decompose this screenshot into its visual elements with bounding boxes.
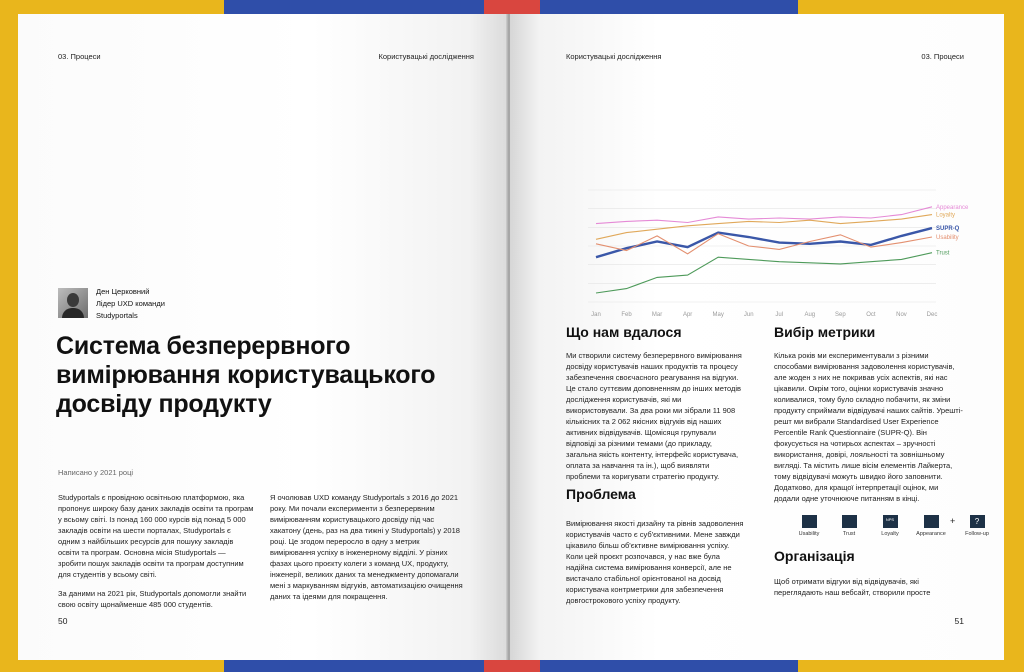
x-tick-label: Sep [835,312,846,318]
author-company: Studyportals [96,311,138,320]
body-column-2 [270,492,466,610]
section-label: 03. Процеси [921,52,964,61]
page-number: 51 [954,616,964,626]
cover-band-red-bottom [484,660,540,672]
heading-organization: Організація [774,548,855,564]
chart-series [596,207,932,293]
metric-label: Appearance [916,531,946,537]
legend-label-loyalty: Loyalty [936,212,956,219]
metric-follow-up [948,515,990,537]
metric-trust [828,515,870,537]
x-tick-label: Jun [743,312,754,318]
legend-label-trust: Trust [936,250,950,257]
written-date: Написано у 2021 році [58,468,134,477]
metric-nps-text: NPS [885,517,895,522]
metric-label: Usability [798,531,820,537]
legend-label-supr-q: SUPR-Q [936,226,960,233]
running-title: Користувацькі дослідження [566,52,662,61]
open-book [18,14,1004,660]
x-tick-label: Nov [896,312,907,318]
text-what-we-achieved: Ми створили систему безперервного вимірювання досвіду користувачів наших продуктів та процесу забезпечення своєчасного реагування на відгуки. Це стало суттєвим доповненням до інших методів дослідження користувачів, які ми використовували. За два роки ми зібрали 11 908 кількісних та 2 062 якісних відгуків від наших активних відвідувачів. Щомісяця групували відповіді за різними темами (до прикладу, загальна якість контенту, інтерфейс користувача, оплата за навчання та ін.), щоб виявляти проблеми та коригувати стратегію продукту. [566,351,742,481]
metric-box [802,515,817,528]
plus-sign: + [950,516,956,526]
paragraph: За даними на 2021 рік, Studyportals допомогли знайти свою освіту щонайменше 485 000 студентів. [58,589,247,609]
author-photo [58,288,88,318]
page-number: 50 [58,616,68,626]
body-column-1 [58,492,254,618]
heading-metric-choice: Вибір метрики [774,324,876,340]
heading-problem: Проблема [566,486,636,502]
x-tick-label: Apr [682,312,693,318]
text-organization: Щоб отримати відгуки від відвідувачів, які переглядають наш вебсайт, створили просте [774,577,931,597]
metric-box [842,515,857,528]
supr-q-line-chart [566,184,980,324]
section-label: 03. Процеси [58,52,101,61]
metric-label: Trust [842,531,856,537]
heading-what-we-achieved: Що нам вдалося [566,324,682,340]
paragraph: Я очолював UXD команду Studyportals з 2016 до 2021 року. Ми почали експерименти з безперервним вимірюванням користувацького досвіду під час хакатону (день, раз на два тижні у Studyportals) у 2018 році. Це згодом переросло в одну з метрик вимірювання успіху в інженерному відділі. У різних фазах цього проєкту колеги з команд UX, продукту, інженерії, великих даних та менеджменту допомагали мені з маркуванням відгуків, автоматизацією очищення даних та ідеями для покращення. [270,493,463,601]
cover-band-red-top [484,0,540,14]
left-page [18,14,508,660]
metric-box-question: ? [970,515,985,528]
author-name: Ден Церковний [96,287,150,296]
metric-usability [788,515,830,537]
series-line-supr-q [596,228,932,257]
x-tick-label: Jan [591,312,601,318]
author-block [96,286,165,322]
metric-label: Follow-up [965,531,989,537]
x-tick-label: May [712,312,724,318]
author-role: Лідер UXD команди [96,299,165,308]
legend-label-usability: Usability [936,235,959,242]
chart-legend [936,205,969,257]
article-title: Система безперервного вимірювання користувацького досвіду продукту [56,332,436,418]
running-title: Користувацькі дослідження [378,52,474,61]
metric-label: Loyalty [881,531,899,537]
x-tick-label: Mar [651,312,663,318]
text-metric-choice: Кілька років ми експериментували з різними способами вимірювання задоволення користувачів, але жоден з них не покривав усіх аспектів, які нас цікавили. Окрім того, оцінки користувачів значно коливалися, тому було складно побачити, як зміни продукту сприймали відвідувачі наших сайтів. Урешті-решт ми вибрали Standardised User Experience Percentile Rank Questionnaire (SUPR-Q). Він фокусується на чотирьох аспектах – зручності використання, довірі, лояльності та зовнішньому вигляді. Та містить лише вісім елементів Лайкерта, тому відвідувачі можуть швидко його заповнити. Додатково, для кращої інтерпретації оцінок, ми додали одне уточнююче питанням в кінці. [774,351,963,503]
metric-appearance [910,515,952,537]
series-line-trust [596,253,932,293]
x-tick-label: Aug [804,312,816,318]
paragraph: Studyportals є провідною освітньою платформою, яка пропонує широку базу даних закладів освіти та програм у всьому світі. Із понад 160 000 курсів від понад 5 000 закладів освіти на шести порталах, Studyportals є одним з найбільших ресурсів для пошуку закладів освіти та програм. Основна місія Studyportals — зробити пошук закладів освіти та програм доступним для студентів у всьому світі. [58,493,254,579]
x-tick-label: Jul [775,312,784,318]
x-tick-label: Feb [621,312,632,318]
chart-x-axis [591,312,937,318]
x-tick-label: Oct [866,312,876,318]
metric-box [924,515,939,528]
metric-diagram [792,515,992,545]
x-tick-label: Dec [926,312,938,318]
metric-loyalty [869,515,911,537]
legend-label-appearance: Appearance [936,204,969,211]
text-problem: Вимірювання якості дизайну та рівнів задоволення користувачів часто є суб'єктивними. Мене завжди цікавило більш об'єктивне вимірювання успіху. Коли цей проєкт розпочався, у нас вже була надійна система вимірювання конверсії, але не вистачало стабільної орієнтованої на досвід користувача контрметрики для забезпечення довгострокового успіху продукту. [566,519,744,605]
